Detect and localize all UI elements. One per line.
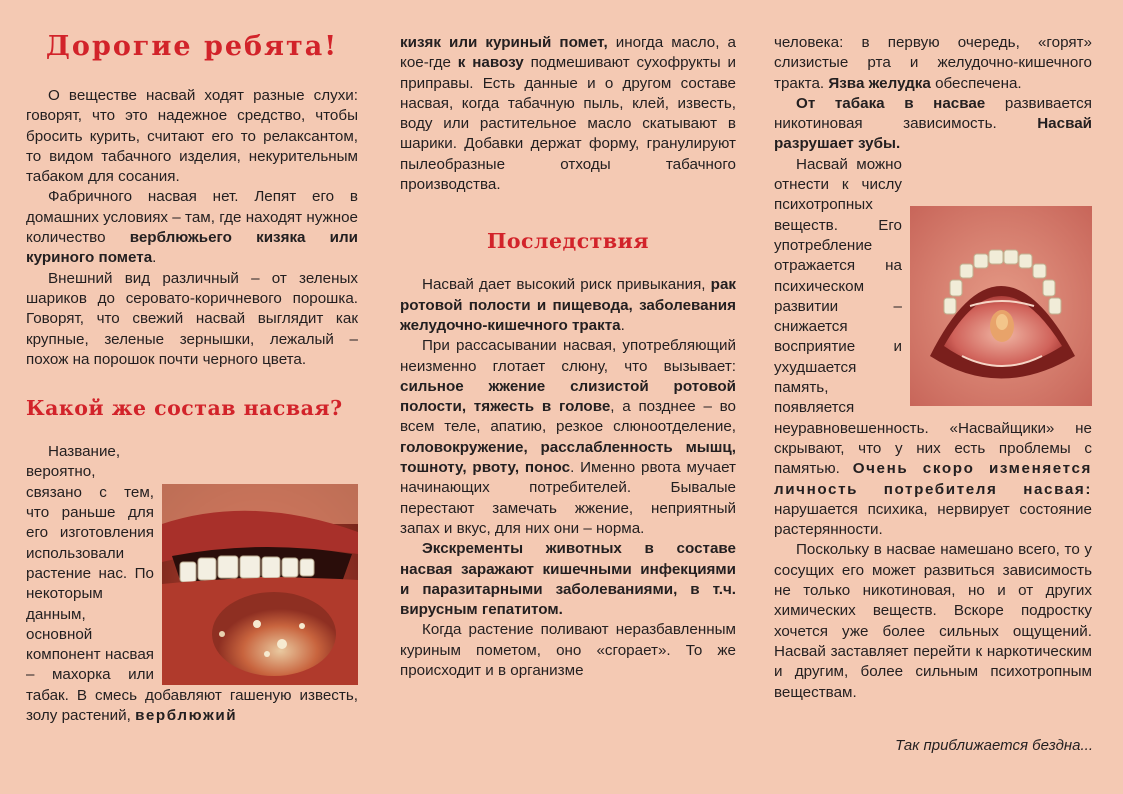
paragraph-burning: Когда растение поливают неразбавленным куриным пометом, оно «сгорает». То же происходит и в организме — [400, 621, 736, 680]
paragraph-symptoms: При рассасывании насвая, употребляющий неизменно глотает слюну, что вызывает: сильное жжение слизистой ротовой полости, тяжесть в голове, а позднее – во всем теле, апатию, резкое слюноотделение, головокружение, расслабленность мышц, тошноту, рвоту, понос. Именно рвота мучает начинающих потребителей. Бывалые перестают замечать жжение, неприятный запах и вкус, для них они – норма. — [400, 337, 736, 537]
paragraph-nicotine: От табака в насвае развивается никотиновая зависимость. Насвай разрушает зубы. — [774, 94, 1092, 153]
intro-paragraph: О веществе насвай ходят разные слухи: говорят, что это надежное средство, чтобы бросить курить, считают его то релаксантом, то видом табачного изделия, некурительным табаком для сосания. — [26, 87, 358, 186]
paragraph-appearance: Внешний вид различный – от зеленых шариков до серовато-коричневого порошка. Говорят, что свежий насвай выглядит как крупные, зеленые зернышки, лежалый – похож на порошок почти черного цвета. — [26, 269, 358, 368]
column-2 — [400, 0, 736, 681]
open-mouth-image — [910, 206, 1092, 406]
section-heading-composition: Какой же состав насвая? — [26, 396, 343, 421]
lips-photo — [162, 484, 358, 685]
composition-block — [26, 442, 358, 726]
column-1 — [26, 0, 358, 726]
paragraph-psychotropic: Насвай можно отнести к числу психотропных веществ. Его употребление отражается на психическом развитии – снижается восприятие и ухудшается память, появляется неуравновешенность. «Насвайщики» не скрывают, что у них есть проблемы с памятью. Очень скоро изменяется личность потребителя насвая: нарушается психика, нервирует состояние растерянности. — [774, 155, 1092, 539]
column-3 — [774, 0, 1092, 703]
section-heading-consequences: Последствия — [487, 229, 649, 254]
lips-lesion-image — [162, 484, 358, 685]
page-title: Дорогие ребята! — [45, 31, 339, 62]
paragraph-factory: Фабричного насвая нет. Лепят его в домашних условиях – там, где находят нужное количество верблюжьего кизяка или куриного помета. — [26, 188, 358, 267]
psychotropic-block — [774, 155, 1092, 541]
paragraph-dependence: Поскольку в насвае намешано всего, то у сосущих его может развиться зависимость не только никотиновая, но и от других химических веществ. Вскоре подростку хочется уже более сильных ощущений. Насвай заставляет перейти к наркотическим и другим, более сильным психотропным веществам. — [774, 541, 1092, 701]
mouth-photo — [910, 206, 1092, 406]
paragraph-risks: Насвай дает высокий риск привыкания, рак ротовой полости и пищевода, заболевания желудочно-кишечного тракта. — [400, 276, 736, 334]
closing-signature: Так приближается бездна... — [895, 737, 1093, 754]
paragraph-infections: Экскременты животных в составе насвая заражают кишечными инфекциями и паразитарными заболеваниями, в т.ч. вирусным гепатитом. — [400, 540, 736, 619]
paragraph-composition: Название, вероятно, связано с тем, что раньше для его изготовления использовали растение нас. По некоторым данным, основной компонент насвая – махорка или табак. В смесь добавляют гашеную известь, золу растений, верблюжий — [26, 443, 358, 725]
paragraph-ulcer: человека: в первую очередь, «горят» слизистые рта и желудочно-кишечного тракта. Язва желудка обеспечена. — [774, 34, 1092, 92]
paragraph-ingredients: кизяк или куриный помет, иногда масло, а кое-где к навозу подмешивают сухофрукты и приправы. Есть данные и о другом составе насвая, когда табачную пыль, клей, известь, воду или растительное масло скатывают в шарики. Добавки держат форму, гранулируют пылеобразные отходы табачного производства. — [400, 34, 736, 194]
